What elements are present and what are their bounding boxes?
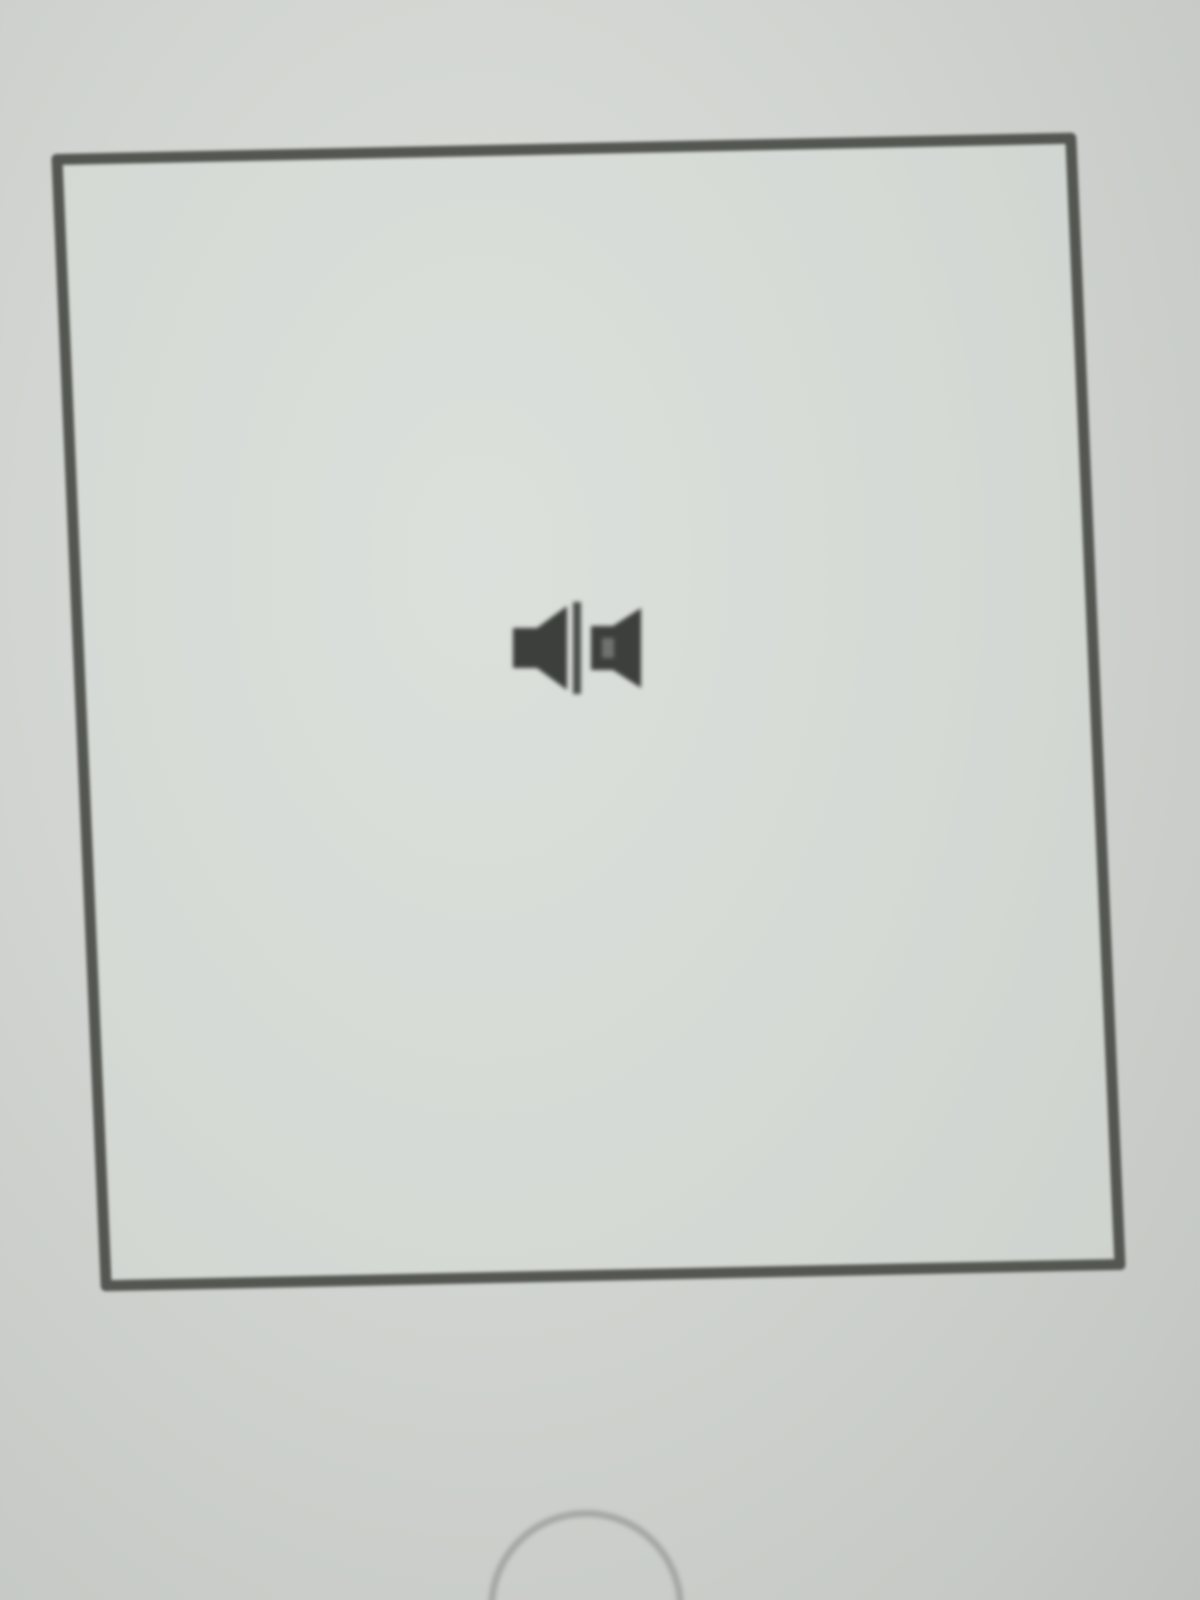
screen-frame xyxy=(51,133,1125,1292)
home-button[interactable] xyxy=(488,1510,684,1600)
speaker-icon xyxy=(505,588,655,708)
